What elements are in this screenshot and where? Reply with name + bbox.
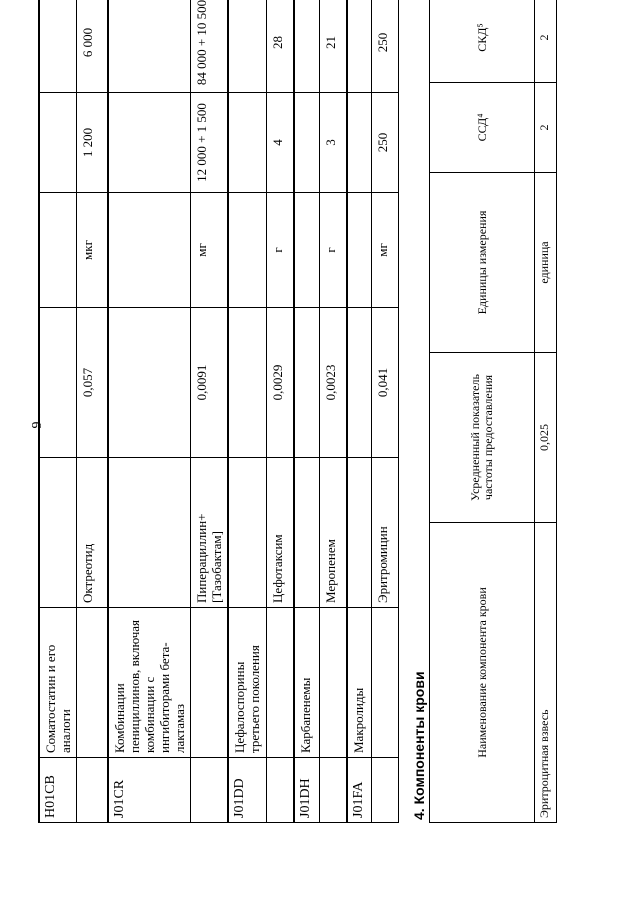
skd-value: 2	[535, 0, 557, 83]
atc-code	[320, 758, 347, 823]
skd-value	[294, 0, 320, 93]
drug-name	[347, 458, 372, 608]
unit-value	[39, 193, 77, 308]
drug-name: Октреотид	[77, 458, 108, 608]
table-row	[108, 0, 191, 823]
table-row	[347, 0, 372, 823]
component-name: Эритроцитная взвесь	[535, 523, 557, 823]
drug-name	[294, 458, 320, 608]
skd-value: 28	[267, 0, 294, 93]
skd-value	[39, 0, 77, 93]
group-name	[320, 608, 347, 758]
table-row	[228, 0, 267, 823]
skd-value	[108, 0, 191, 93]
drug-name	[39, 458, 77, 608]
table-row	[294, 0, 320, 823]
ssd-value: 12 000 + 1 500	[190, 93, 228, 193]
ssd-value: 2	[535, 83, 557, 173]
group-name: Карбапенемы	[294, 608, 320, 758]
ssd-value: 250	[372, 93, 399, 193]
skd-value: 84 000 + 10 500	[190, 0, 228, 93]
group-name: Цефалоспорины третьего поколения	[228, 608, 267, 758]
frequency-value: 0,025	[535, 353, 557, 523]
unit-value: мкг	[77, 193, 108, 308]
drug-name: Эритромицин	[372, 458, 399, 608]
drug-name: Цефотаксим	[267, 458, 294, 608]
group-name: Комбинации пенициллинов, включая комбинации с ингибиторами бета-лактамаз	[108, 608, 191, 758]
drug-name: Меропенем	[320, 458, 347, 608]
skd-value	[228, 0, 267, 93]
ssd-value	[294, 93, 320, 193]
unit-value: г	[320, 193, 347, 308]
group-name	[190, 608, 228, 758]
header-row	[430, 0, 535, 823]
group-name	[372, 608, 399, 758]
frequency-value	[294, 308, 320, 458]
unit-value	[347, 193, 372, 308]
atc-code: J01CR	[108, 758, 191, 823]
page-number: 9	[30, 421, 45, 429]
frequency-value: 0,057	[77, 308, 108, 458]
table-row	[372, 0, 399, 823]
atc-code: H01CB	[39, 758, 77, 823]
blood-components-table	[429, 0, 557, 823]
group-name	[267, 608, 294, 758]
table-row	[190, 0, 228, 823]
column-header-frequency: Усредненный показатель частоты предоставления	[430, 353, 535, 523]
frequency-value: 0,0091	[190, 308, 228, 458]
table-row	[77, 0, 108, 823]
unit-value: г	[267, 193, 294, 308]
drug-name	[228, 458, 267, 608]
unit-value: единица	[535, 173, 557, 353]
section-title: 4. Компоненты крови	[411, 671, 427, 820]
frequency-value	[39, 308, 77, 458]
column-header-ssd: ССД⁴	[430, 83, 535, 173]
frequency-value	[108, 308, 191, 458]
skd-value: 250	[372, 0, 399, 93]
drug-name: Пиперациллин+ [Тазобактам]	[190, 458, 228, 608]
atc-code	[267, 758, 294, 823]
frequency-value	[347, 308, 372, 458]
skd-value: 21	[320, 0, 347, 93]
frequency-value: 0,0023	[320, 308, 347, 458]
group-name: Соматостатин и его аналоги	[39, 608, 77, 758]
atc-code: J01FA	[347, 758, 372, 823]
ssd-value: 3	[320, 93, 347, 193]
frequency-value: 0,0029	[267, 308, 294, 458]
atc-code	[77, 758, 108, 823]
atc-code	[372, 758, 399, 823]
skd-value: 6 000	[77, 0, 108, 93]
frequency-value	[228, 308, 267, 458]
drug-name	[108, 458, 191, 608]
column-header-unit: Единицы измерения	[430, 173, 535, 353]
table-row	[320, 0, 347, 823]
unit-value	[228, 193, 267, 308]
atc-code: J01DD	[228, 758, 267, 823]
ssd-value: 4	[267, 93, 294, 193]
table-row	[39, 0, 77, 823]
ssd-value	[228, 93, 267, 193]
unit-value	[294, 193, 320, 308]
group-name	[77, 608, 108, 758]
group-name: Макролиды	[347, 608, 372, 758]
table-row	[267, 0, 294, 823]
column-header-skd: СКД⁵	[430, 0, 535, 83]
ssd-value: 1 200	[77, 93, 108, 193]
column-header-name: Наименование компонента крови	[430, 523, 535, 823]
drug-table	[38, 0, 399, 823]
atc-code: J01DH	[294, 758, 320, 823]
atc-code	[190, 758, 228, 823]
unit-value	[108, 193, 191, 308]
unit-value: мг	[372, 193, 399, 308]
table-row	[535, 0, 557, 823]
frequency-value: 0,041	[372, 308, 399, 458]
unit-value: мг	[190, 193, 228, 308]
ssd-value	[39, 93, 77, 193]
ssd-value	[347, 93, 372, 193]
ssd-value	[108, 93, 191, 193]
skd-value	[347, 0, 372, 93]
